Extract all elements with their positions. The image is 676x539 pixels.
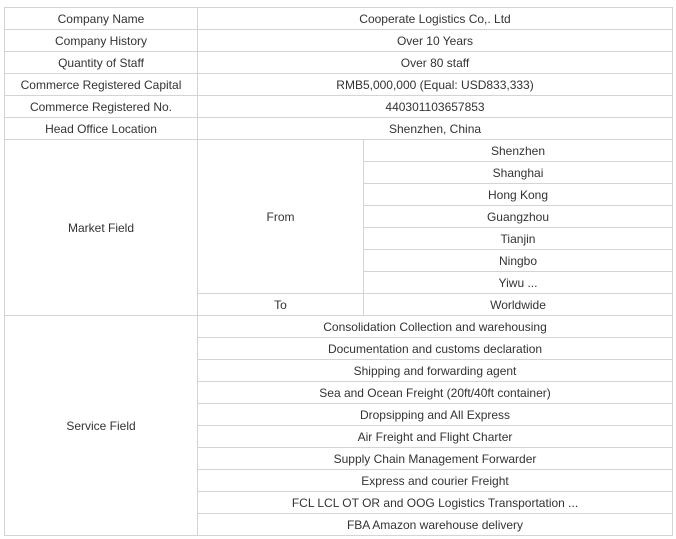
row-label: Head Office Location (5, 118, 198, 140)
table-row (5, 316, 673, 338)
service-item: Dropsipping and All Express (198, 404, 673, 426)
market-city: Yiwu ... (364, 272, 673, 294)
row-value: Cooperate Logistics Co,. Ltd (198, 8, 673, 30)
service-item: Consolidation Collection and warehousing (198, 316, 673, 338)
market-to-value: Worldwide (364, 294, 673, 316)
market-city: Ningbo (364, 250, 673, 272)
table-row (5, 30, 673, 52)
service-item: Supply Chain Management Forwarder (198, 448, 673, 470)
row-value: Over 80 staff (198, 52, 673, 74)
market-from-label: From (198, 140, 364, 294)
service-item: FBA Amazon warehouse delivery (198, 514, 673, 536)
table-row (5, 96, 673, 118)
market-city: Hong Kong (364, 184, 673, 206)
market-field-label: Market Field (5, 140, 198, 316)
row-label: Company Name (5, 8, 198, 30)
service-item: Express and courier Freight (198, 470, 673, 492)
service-item: FCL LCL OT OR and OOG Logistics Transportation ... (198, 492, 673, 514)
service-item: Sea and Ocean Freight (20ft/40ft container) (198, 382, 673, 404)
service-item: Shipping and forwarding agent (198, 360, 673, 382)
market-city: Tianjin (364, 228, 673, 250)
table-row (5, 74, 673, 96)
market-city: Guangzhou (364, 206, 673, 228)
row-label: Commerce Registered Capital (5, 74, 198, 96)
market-city: Shanghai (364, 162, 673, 184)
service-field-label: Service Field (5, 316, 198, 536)
service-item: Air Freight and Flight Charter (198, 426, 673, 448)
market-to-label: To (198, 294, 364, 316)
row-label: Company History (5, 30, 198, 52)
table-row (5, 140, 673, 162)
table-row (5, 118, 673, 140)
row-value: Over 10 Years (198, 30, 673, 52)
table-row (5, 8, 673, 30)
market-city: Shenzhen (364, 140, 673, 162)
company-info-table (4, 7, 673, 536)
row-label: Quantity of Staff (5, 52, 198, 74)
table-row (5, 52, 673, 74)
row-value: RMB5,000,000 (Equal: USD833,333) (198, 74, 673, 96)
row-value: 440301103657853 (198, 96, 673, 118)
row-value: Shenzhen, China (198, 118, 673, 140)
row-label: Commerce Registered No. (5, 96, 198, 118)
service-item: Documentation and customs declaration (198, 338, 673, 360)
